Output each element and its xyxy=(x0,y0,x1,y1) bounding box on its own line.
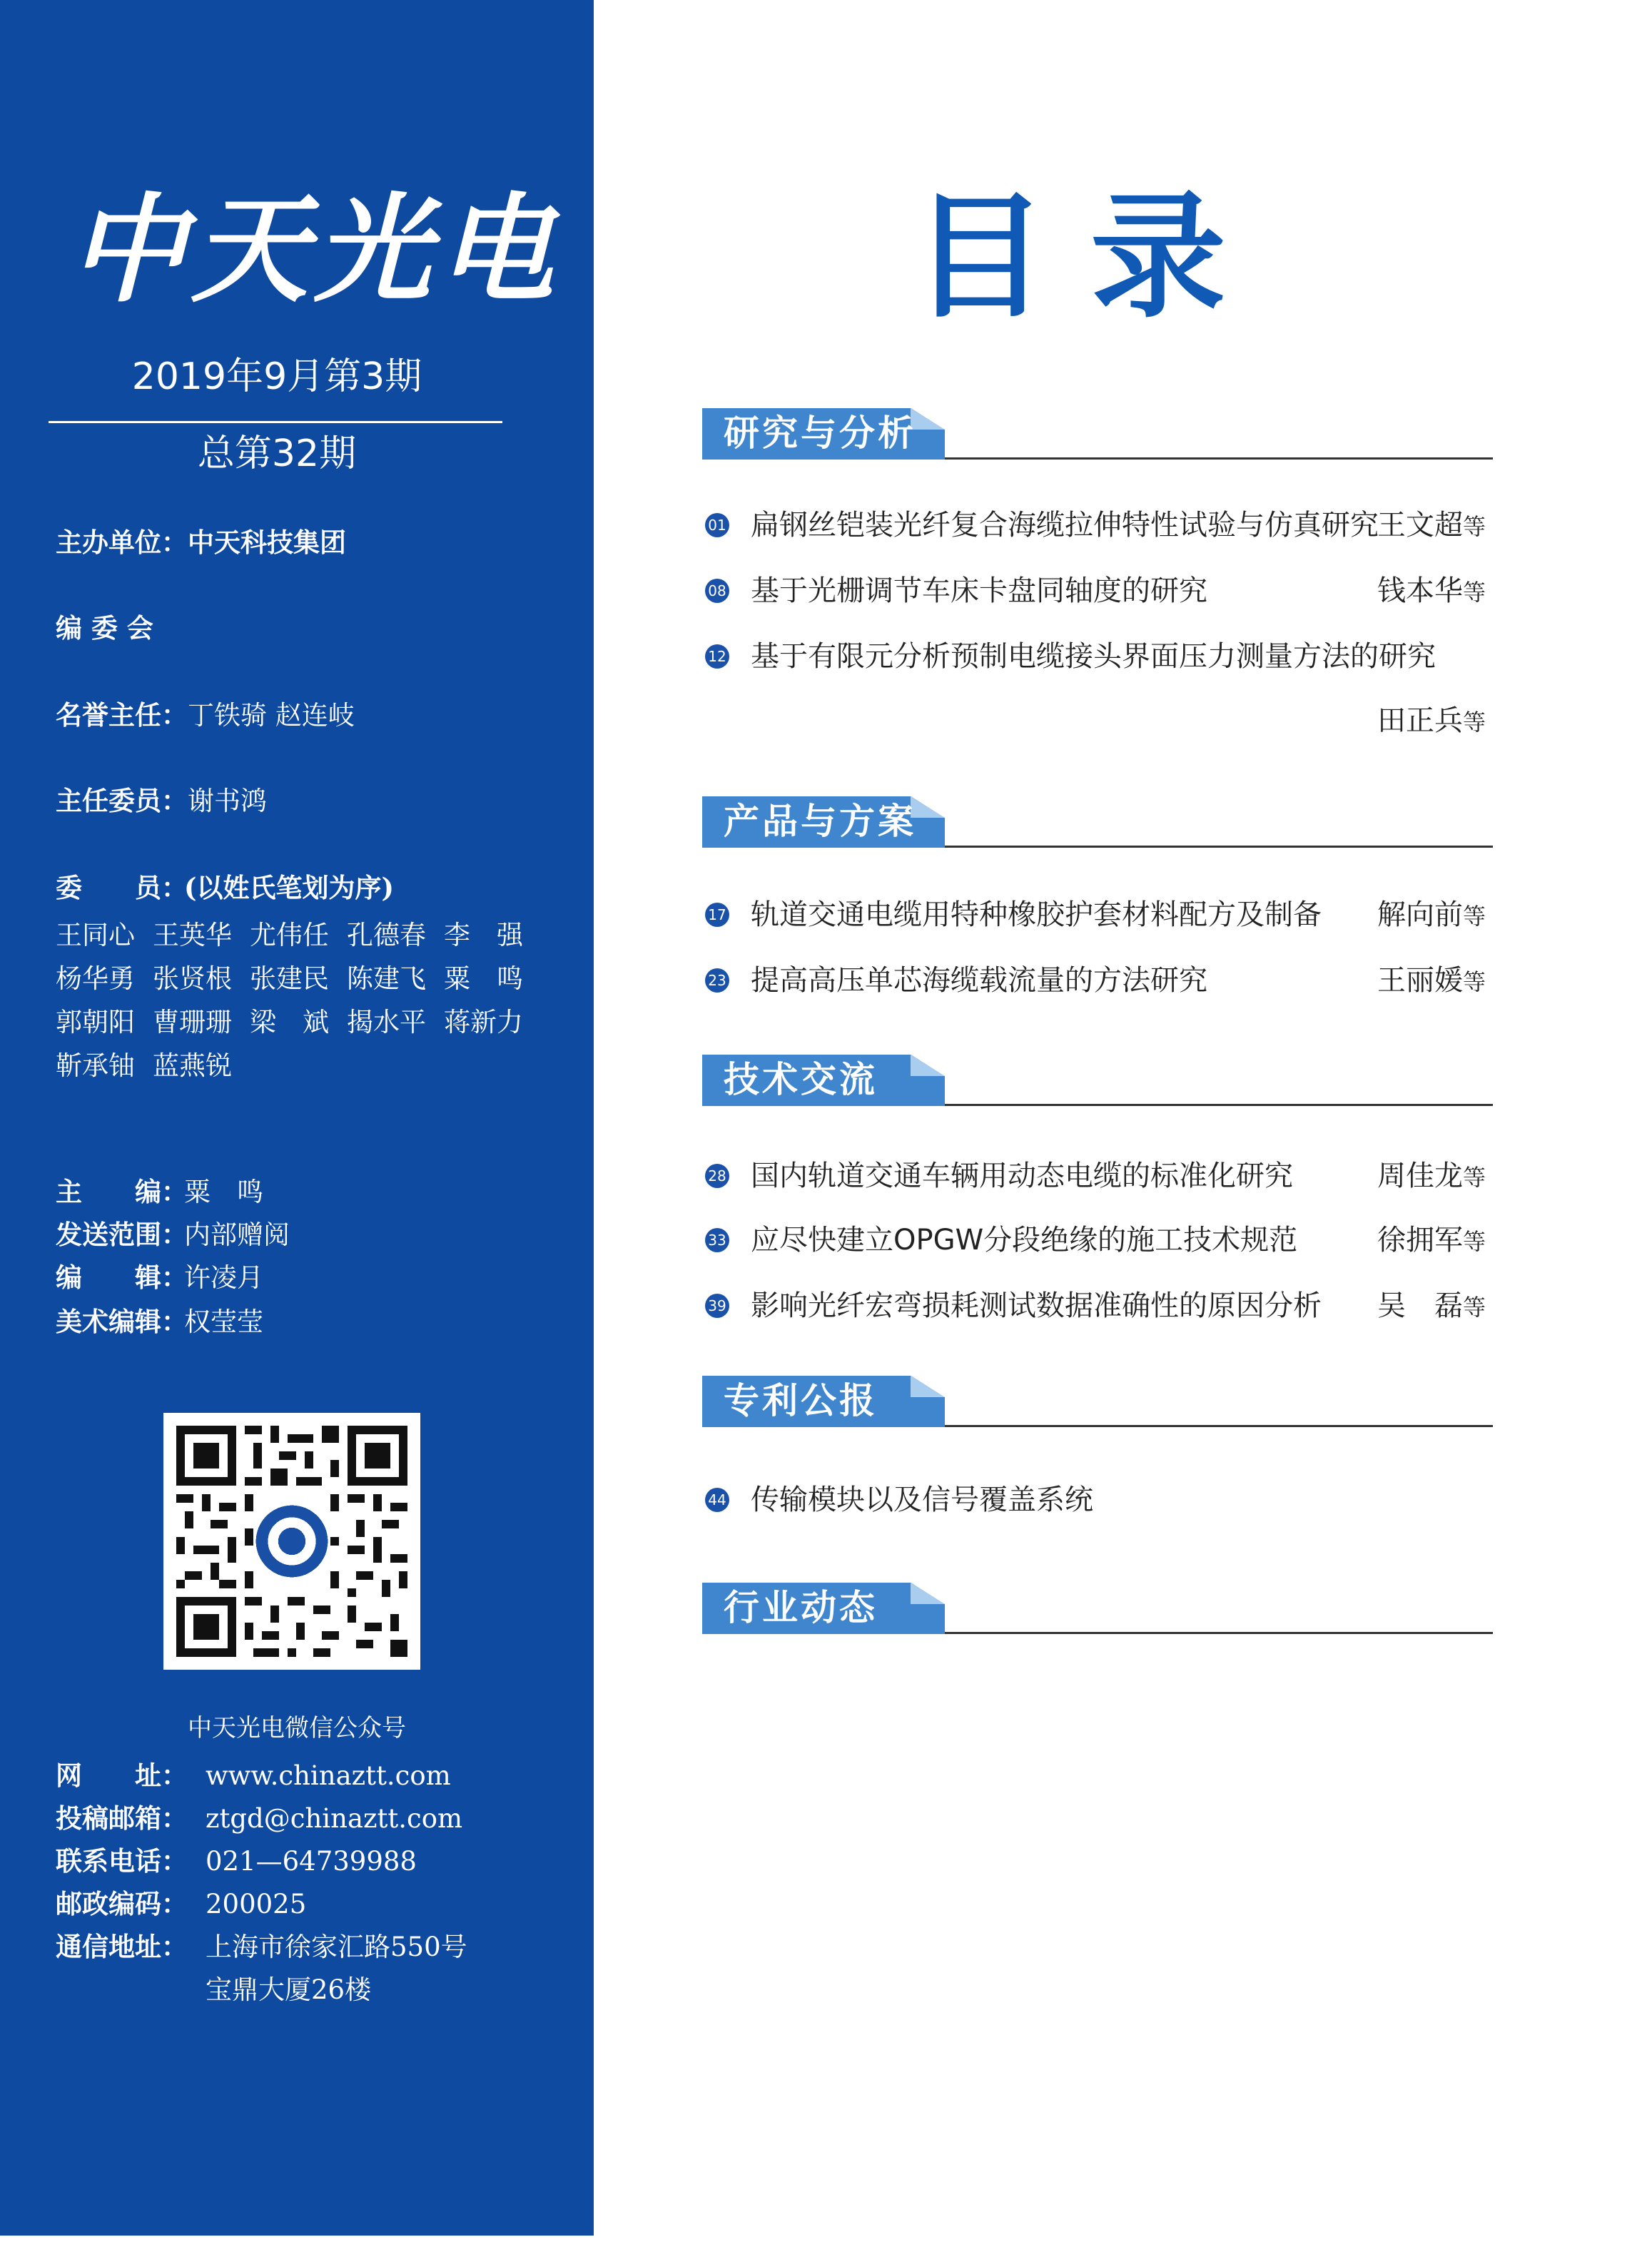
qr-caption: 中天光电微信公众号 xyxy=(188,1714,406,1743)
toc-entry[interactable] xyxy=(705,962,1497,999)
chief-editor-label: 主 编： xyxy=(56,1176,188,1207)
chief-editor-value: 粟 鸣 xyxy=(184,1177,263,1207)
entry-title: 基于光栅调节车床卡盘同轴度的研究 xyxy=(751,574,1207,607)
author-etal: 等 xyxy=(1463,579,1486,606)
section-rule xyxy=(945,846,1493,848)
section-tab-fold xyxy=(911,1376,945,1397)
issue-divider xyxy=(49,421,502,423)
phone-value: 021—64739988 xyxy=(206,1846,417,1877)
member-name: 李 强 xyxy=(444,920,523,950)
section-header xyxy=(702,408,1493,460)
entry-title: 传输模块以及信号覆盖系统 xyxy=(751,1483,1093,1516)
magazine-logo: 中天光电 xyxy=(69,181,560,318)
members-note: (以姓氏笔划为序) xyxy=(184,872,395,903)
toc-title: 目录 xyxy=(912,178,1270,336)
toc-entry[interactable] xyxy=(705,1157,1497,1194)
toc-entry[interactable] xyxy=(705,1287,1497,1324)
section-header xyxy=(702,1055,1493,1106)
toc-entry-author-row xyxy=(705,702,1497,739)
sponsor-value: 中天科技集团 xyxy=(188,527,346,558)
section-tab-fold xyxy=(911,1583,945,1604)
member-name: 蒋新力 xyxy=(444,1007,523,1038)
section-rule xyxy=(945,1632,1493,1634)
member-name: 曹珊珊 xyxy=(153,1007,232,1038)
member-name: 粟 鸣 xyxy=(444,963,523,994)
toc-entry[interactable] xyxy=(705,638,1497,675)
page-badge: 01 xyxy=(705,513,729,537)
editor-line xyxy=(56,1264,263,1291)
committee-label: 编 委 会 xyxy=(56,612,153,644)
author-etal: 等 xyxy=(1463,1294,1486,1321)
address-label: 通信地址： xyxy=(56,1931,188,1962)
entry-author xyxy=(1377,702,1486,741)
sponsor-label: 主办单位： xyxy=(56,527,188,558)
author-name: 王丽媛 xyxy=(1377,964,1463,997)
entry-title: 影响光纤宏弯损耗测试数据准确性的原因分析 xyxy=(751,1289,1322,1322)
author-etal: 等 xyxy=(1463,709,1486,736)
art-editor-line xyxy=(56,1306,263,1337)
member-name: 王英华 xyxy=(153,920,232,950)
entry-author xyxy=(1377,1157,1486,1196)
page-badge: 12 xyxy=(705,644,729,669)
postcode-line xyxy=(56,1888,307,1919)
qr-code-pattern xyxy=(176,1426,407,1657)
art-editor-label: 美术编辑： xyxy=(56,1306,188,1337)
members-row xyxy=(56,913,555,957)
section-title: 产品与方案 xyxy=(724,801,916,842)
entry-title: 扁钢丝铠装光纤复合海缆拉伸特性试验与仿真研究 xyxy=(751,509,1379,542)
section-header xyxy=(702,1583,1493,1634)
entry-author xyxy=(1377,572,1486,611)
section-header xyxy=(702,1376,1493,1427)
section-title: 行业动态 xyxy=(724,1587,878,1628)
website-line xyxy=(56,1762,451,1789)
author-name: 钱本华 xyxy=(1377,574,1463,607)
phone-line xyxy=(56,1845,417,1877)
honorary-value: 丁铁骑 赵连岐 xyxy=(188,700,355,731)
members-list xyxy=(56,913,555,1087)
member-name: 梁 斌 xyxy=(250,1007,329,1038)
author-name: 王文超 xyxy=(1377,509,1463,542)
entry-author xyxy=(1377,962,1486,1000)
postcode-label: 邮政编码： xyxy=(56,1888,188,1919)
section-header xyxy=(702,796,1493,848)
address-value-2: 宝鼎大厦26楼 xyxy=(206,1974,372,2005)
director-value: 谢书鸿 xyxy=(188,786,267,816)
author-name: 周佳龙 xyxy=(1377,1160,1463,1192)
author-etal: 等 xyxy=(1463,968,1486,995)
email-label: 投稿邮箱： xyxy=(56,1802,188,1834)
member-name: 张贤根 xyxy=(153,963,232,994)
website-label: 网 址： xyxy=(56,1760,188,1791)
address-line-2 xyxy=(206,1974,372,2005)
entry-author xyxy=(1377,896,1486,935)
author-etal: 等 xyxy=(1463,513,1486,540)
honorary-label: 名誉主任： xyxy=(56,699,188,731)
entry-title: 国内轨道交通车辆用动态电缆的标准化研究 xyxy=(751,1160,1293,1192)
distribution-line xyxy=(56,1219,290,1250)
member-name: 杨华勇 xyxy=(56,963,135,994)
entry-title: 基于有限元分析预制电缆接头界面压力测量方法的研究 xyxy=(751,640,1436,673)
member-name: 孔德春 xyxy=(347,920,426,950)
member-name: 靳承铀 xyxy=(56,1050,135,1081)
members-row xyxy=(56,1044,555,1087)
member-name: 张建民 xyxy=(250,963,329,994)
page-badge: 08 xyxy=(705,579,729,603)
members-label: 委 员： xyxy=(56,872,188,903)
author-etal: 等 xyxy=(1463,903,1486,930)
section-title: 专利公报 xyxy=(724,1380,878,1421)
committee-heading xyxy=(56,612,153,644)
member-name: 陈建飞 xyxy=(347,963,426,994)
member-name: 蓝燕锐 xyxy=(153,1050,232,1081)
section-rule xyxy=(945,1425,1493,1427)
page-badge: 39 xyxy=(705,1294,729,1318)
entry-author xyxy=(1377,1287,1486,1326)
section-rule xyxy=(945,1104,1493,1106)
author-name: 徐拥军 xyxy=(1377,1224,1463,1257)
author-etal: 等 xyxy=(1463,1228,1486,1255)
toc-entry[interactable] xyxy=(705,1481,1497,1518)
entry-author xyxy=(1377,507,1486,545)
address-line xyxy=(56,1931,467,1962)
phone-label: 联系电话： xyxy=(56,1845,188,1877)
total-issue: 总第32期 xyxy=(197,432,357,475)
page-badge: 17 xyxy=(705,903,729,927)
art-editor-value: 权莹莹 xyxy=(184,1307,263,1337)
email-value[interactable]: ztgd@chinaztt.com xyxy=(206,1803,463,1834)
author-name: 解向前 xyxy=(1377,898,1463,931)
issue-date: 2019年9月第3期 xyxy=(131,355,422,398)
honorary-line xyxy=(56,699,355,731)
postcode-value: 200025 xyxy=(206,1889,307,1919)
entry-author xyxy=(1377,1222,1486,1260)
email-line xyxy=(56,1802,463,1834)
author-name: 田正兵 xyxy=(1377,704,1463,737)
distribution-label: 发送范围： xyxy=(56,1219,188,1250)
members-row xyxy=(56,957,555,1000)
website-value[interactable]: www.chinaztt.com xyxy=(206,1760,451,1791)
section-title: 技术交流 xyxy=(724,1059,878,1100)
members-row xyxy=(56,1000,555,1044)
page-badge: 44 xyxy=(705,1488,729,1512)
editor-value: 许凌月 xyxy=(184,1262,263,1293)
distribution-value: 内部赠阅 xyxy=(184,1219,290,1250)
author-name: 吴 磊 xyxy=(1377,1289,1463,1322)
toc-entry[interactable] xyxy=(705,572,1497,609)
director-label: 主任委员： xyxy=(56,785,188,816)
author-etal: 等 xyxy=(1463,1164,1486,1191)
member-name: 王同心 xyxy=(56,920,135,950)
page-badge: 33 xyxy=(705,1228,729,1252)
wechat-qr-code[interactable] xyxy=(163,1413,420,1670)
entry-title: 提高高压单芯海缆载流量的方法研究 xyxy=(751,964,1207,997)
toc-entry[interactable] xyxy=(705,1222,1497,1259)
sponsor-line xyxy=(56,529,346,556)
members-line xyxy=(56,872,395,903)
page-badge: 23 xyxy=(705,968,729,993)
toc-entry[interactable] xyxy=(705,896,1497,933)
section-tab-fold xyxy=(911,1055,945,1076)
entry-title: 应尽快建立OPGW分段绝缘的施工技术规范 xyxy=(751,1224,1298,1257)
address-value-1: 上海市徐家汇路550号 xyxy=(206,1932,467,1962)
page-badge: 28 xyxy=(705,1164,729,1188)
chief-editor-line xyxy=(56,1176,263,1207)
member-name: 郭朝阳 xyxy=(56,1007,135,1038)
editor-label: 编 辑： xyxy=(56,1262,188,1293)
member-name: 尤伟任 xyxy=(250,920,329,950)
masthead-panel xyxy=(0,0,594,2236)
director-line xyxy=(56,785,267,816)
member-name: 揭水平 xyxy=(347,1007,426,1038)
section-rule xyxy=(945,457,1493,460)
section-title: 研究与分析 xyxy=(724,412,916,454)
toc-entry[interactable] xyxy=(705,507,1497,544)
entry-title: 轨道交通电缆用特种橡胶护套材料配方及制备 xyxy=(751,898,1322,931)
